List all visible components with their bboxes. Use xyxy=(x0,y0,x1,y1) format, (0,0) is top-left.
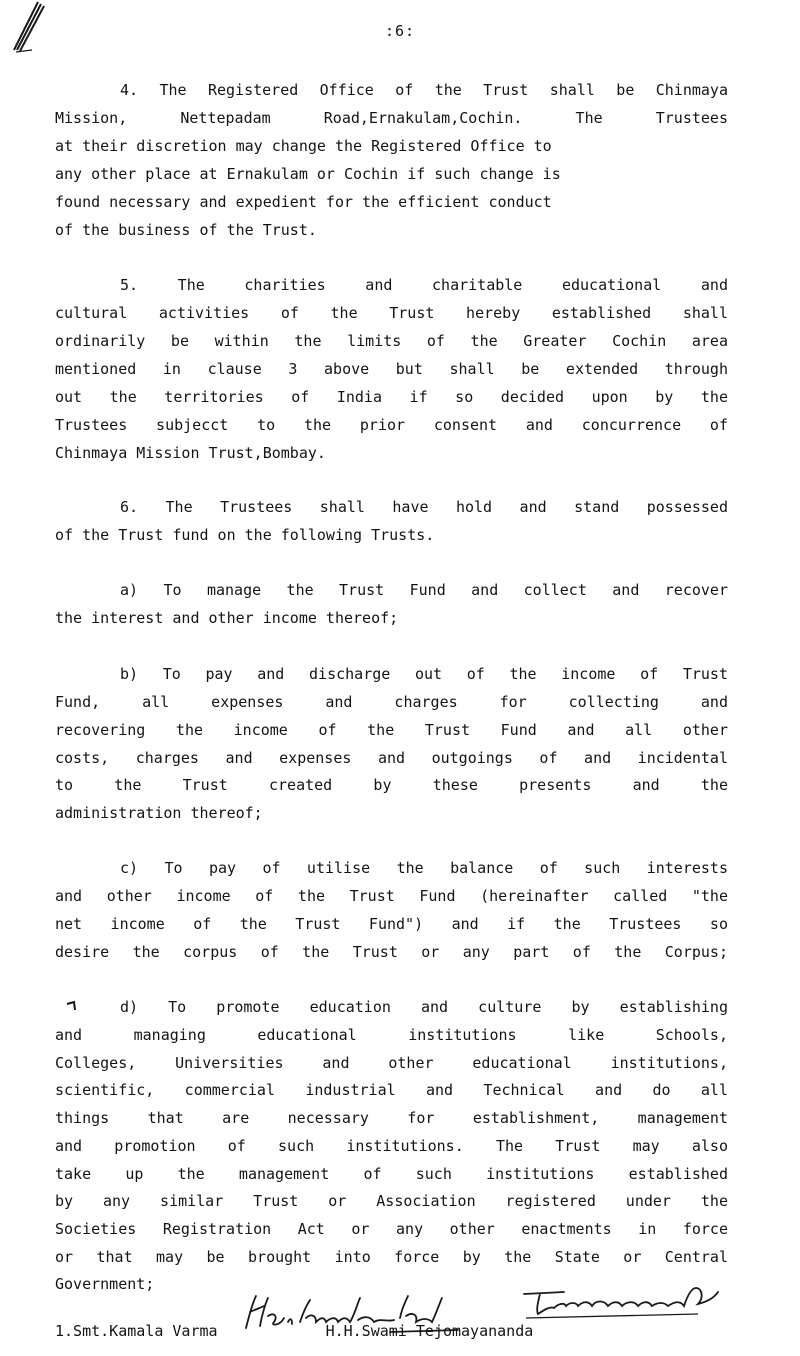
text-line: 4. The Registered Office of the Trust shall be Chinmaya xyxy=(120,81,728,99)
text-line: to the Trust created by these presents and the xyxy=(55,776,728,794)
text-line: recovering the income of the Trust Fund and all other xyxy=(55,721,728,739)
text-line: take up the management of such institutions established xyxy=(55,1165,728,1183)
text-line: Mission, Nettepadam Road,Ernakulam,Cochin. The Trustees xyxy=(55,109,728,127)
text-line: of the business of the Trust. xyxy=(55,221,317,239)
signatory-1: 1.Smt.Kamala Varma xyxy=(55,1322,218,1340)
text-line: administration thereof; xyxy=(55,804,263,822)
text-line: c) To pay of utilise the balance of such interests xyxy=(120,859,728,877)
text-line: found necessary and expedient for the efficient conduct xyxy=(55,193,552,211)
text-line: any other place at Ernakulam or Cochin if such change is xyxy=(55,165,561,183)
text-line: costs, charges and expenses and outgoings of and incidental xyxy=(55,749,728,767)
text-line: the interest and other income thereof; xyxy=(55,609,399,627)
text-line: 5. The charities and charitable educational and xyxy=(120,276,728,294)
text-line: desire the corpus of the Trust or any part of the Corpus; xyxy=(55,943,728,961)
signature-tejomayananda xyxy=(518,1284,728,1324)
text-line: by any similar Trust or Association registered under the xyxy=(55,1192,728,1210)
text-line: cultural activities of the Trust hereby established shall xyxy=(55,304,728,322)
text-line: Colleges, Universities and other educational institutions, xyxy=(55,1054,728,1072)
text-line: scientific, commercial industrial and Technical and do all xyxy=(55,1081,728,1099)
text-line: Government; xyxy=(55,1275,155,1293)
text-line: Chinmaya Mission Trust,Bombay. xyxy=(55,444,326,462)
text-line: Fund, all expenses and charges for collecting and xyxy=(55,693,728,711)
tick-mark-icon xyxy=(66,1000,78,1014)
text-line: a) To manage the Trust Fund and collect and recover xyxy=(120,581,728,599)
text-line: Trustees subjecct to the prior consent and concurrence of xyxy=(55,416,728,434)
text-line: out the territories of India if so decided upon by the xyxy=(55,388,728,406)
text-line: and other income of the Trust Fund (hereinafter called "the xyxy=(55,887,728,905)
text-line: 6. The Trustees shall have hold and stand possessed xyxy=(120,498,728,516)
text-line: mentioned in clause 3 above but shall be extended through xyxy=(55,360,728,378)
text-line: at their discretion may change the Registered Office to xyxy=(55,137,552,155)
margin-tick-mark xyxy=(66,1000,78,1017)
text-line: ordinarily be within the limits of the Greater Cochin area xyxy=(55,332,728,350)
text-line: things that are necessary for establishment, management xyxy=(55,1109,728,1127)
page-number: :6: xyxy=(384,22,416,40)
signatory-line xyxy=(55,1322,533,1340)
text-line: d) To promote education and culture by establishing xyxy=(120,998,728,1016)
text-line: Societies Registration Act or any other enactments in force xyxy=(55,1220,728,1238)
text-line: and managing educational institutions like Schools, xyxy=(55,1026,728,1044)
text-line: and promotion of such institutions. The Trust may also xyxy=(55,1137,728,1155)
text-line: or that may be brought into force by the State or Central xyxy=(55,1248,728,1266)
signatory-2: H.H.Swami Tejomayananda xyxy=(325,1322,534,1340)
text-line: net income of the Trust Fund") and if the Trustees so xyxy=(55,915,728,933)
text-line: b) To pay and discharge out of the income of Trust xyxy=(120,665,728,683)
text-line: of the Trust fund on the following Trusts. xyxy=(55,526,435,544)
